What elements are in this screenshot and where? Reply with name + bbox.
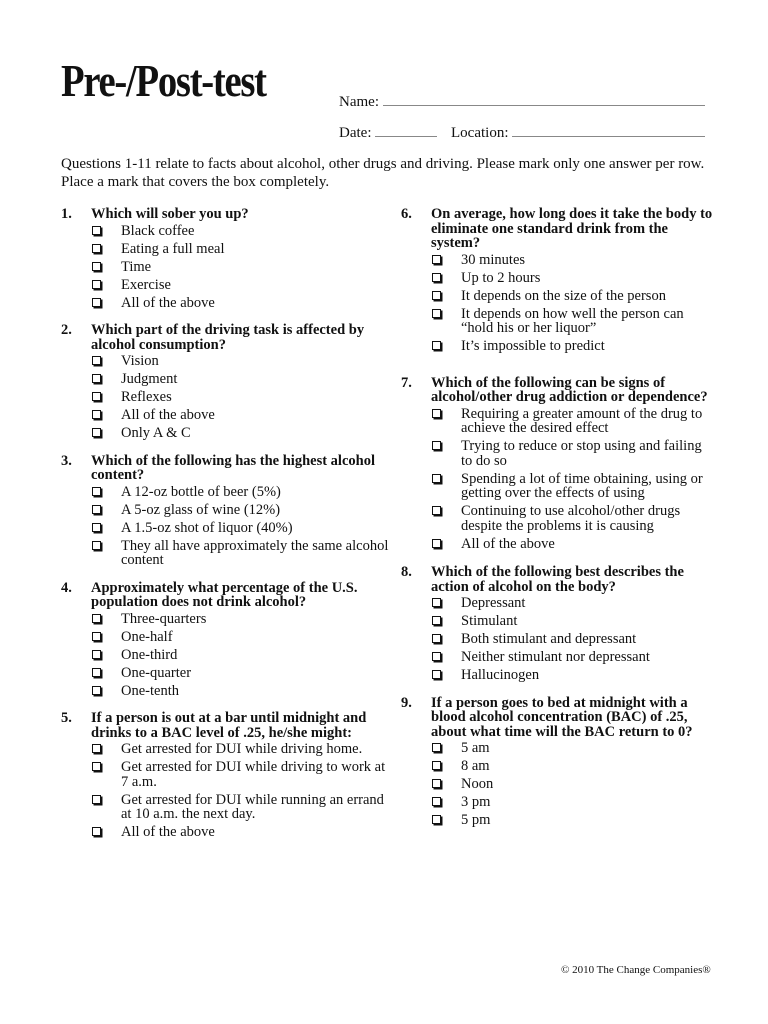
question-number: 4. <box>61 579 72 596</box>
option-label: It depends on the size of the person <box>461 287 666 304</box>
name-label: Name: <box>339 94 379 110</box>
option-label: It’s impossible to predict <box>461 338 605 354</box>
answer-option <box>91 684 396 699</box>
question-text: Approximately what percentage of the U.S. population does not drink alcohol? <box>91 579 358 610</box>
checkbox[interactable] <box>92 614 101 623</box>
checkbox[interactable] <box>432 598 441 607</box>
option-label: 30 minutes <box>461 251 526 268</box>
question-text: On average, how long does it take the body to eliminate one standard drink from the system? <box>431 206 713 251</box>
right-column <box>401 207 713 831</box>
question-4 <box>61 581 396 699</box>
checkbox[interactable] <box>92 262 101 271</box>
answer-option <box>91 666 396 681</box>
answer-option <box>431 504 713 533</box>
answer-option <box>431 650 713 665</box>
answer-option <box>431 813 713 828</box>
question-number: 5. <box>61 710 72 726</box>
question-number: 9. <box>401 694 412 711</box>
date-label: Date: <box>339 125 372 141</box>
name-line[interactable] <box>383 93 705 106</box>
option-label: Requiring a greater amount of the drug to achieve the desired effect <box>461 405 703 436</box>
checkbox[interactable] <box>432 761 441 770</box>
checkbox[interactable] <box>92 632 101 641</box>
option-label: Spending a lot of time obtaining, using or getting over the effects of using <box>461 470 703 501</box>
option-label: Exercise <box>121 276 171 293</box>
answer-option <box>431 271 713 286</box>
option-label: It depends on how well the person can “hold his or her liquor” <box>461 305 684 336</box>
option-label: Noon <box>461 776 494 792</box>
option-label: All of the above <box>121 294 215 311</box>
option-label: One-tenth <box>121 682 179 699</box>
copyright-notice: © 2010 The Change Companies® <box>561 964 711 976</box>
name-field[interactable] <box>339 93 705 110</box>
checkbox[interactable] <box>432 273 441 282</box>
checkbox[interactable] <box>92 356 101 365</box>
checkbox[interactable] <box>92 505 101 514</box>
question-7 <box>401 376 713 552</box>
checkbox[interactable] <box>92 374 101 383</box>
option-label: Eating a full meal <box>121 240 225 257</box>
answer-option <box>91 224 396 239</box>
left-column <box>61 207 396 843</box>
answer-option <box>91 242 396 257</box>
option-label: 5 pm <box>461 812 491 828</box>
answer-option <box>431 759 713 774</box>
checkbox[interactable] <box>92 523 101 532</box>
option-label: Trying to reduce or stop using and failing to do so <box>461 438 702 469</box>
checkbox[interactable] <box>432 779 441 788</box>
location-label: Location: <box>451 125 509 141</box>
checkbox[interactable] <box>432 539 441 548</box>
option-label: 8 am <box>461 758 490 774</box>
question-text: If a person is out at a bar until midnight and drinks to a BAC level of .25, he/she might: <box>91 710 367 741</box>
answer-option <box>91 390 396 405</box>
checkbox[interactable] <box>92 298 101 307</box>
answer-option <box>431 407 713 436</box>
checkbox[interactable] <box>92 428 101 437</box>
answer-option <box>91 372 396 387</box>
checkbox[interactable] <box>432 409 441 418</box>
answer-option <box>431 537 713 552</box>
option-label: Get arrested for DUI while driving home. <box>121 741 363 757</box>
checkbox[interactable] <box>432 743 441 752</box>
option-label: Vision <box>121 353 159 369</box>
checkbox[interactable] <box>432 441 441 450</box>
answer-option <box>91 354 396 369</box>
question-5 <box>61 711 396 840</box>
answer-option <box>91 521 396 536</box>
checkbox[interactable] <box>432 341 441 350</box>
answer-option <box>91 612 396 627</box>
checkbox[interactable] <box>92 795 101 804</box>
checkbox[interactable] <box>432 616 441 625</box>
option-label: Get arrested for DUI while driving to work at 7 a.m. <box>121 759 386 790</box>
checkbox[interactable] <box>92 487 101 496</box>
question-text: Which of the following best describes the action of alcohol on the body? <box>431 564 684 595</box>
answer-option <box>431 668 713 683</box>
checkbox[interactable] <box>92 541 101 550</box>
question-6 <box>401 207 713 354</box>
answer-option <box>431 596 713 611</box>
question-8 <box>401 565 713 683</box>
option-label: Both stimulant and depressant <box>461 631 637 647</box>
question-9 <box>401 696 713 828</box>
checkbox[interactable] <box>92 827 101 836</box>
question-number: 3. <box>61 452 72 469</box>
option-label: Hallucinogen <box>461 667 540 683</box>
option-label: Depressant <box>461 595 526 611</box>
answer-option <box>91 742 396 757</box>
option-label: Neither stimulant nor depressant <box>461 649 650 665</box>
answer-option <box>431 614 713 629</box>
question-text: If a person goes to bed at midnight with a blood alcohol concentration (BAC) of .25, about what time will the BAC return to 0? <box>431 694 693 740</box>
checkbox[interactable] <box>432 797 441 806</box>
option-label: Only A & C <box>121 425 191 441</box>
checkbox[interactable] <box>92 686 101 695</box>
question-text: Which of the following can be signs of alcohol/other drug addiction or dependence? <box>431 374 708 405</box>
answer-option <box>91 793 396 822</box>
answer-option <box>431 307 713 336</box>
answer-option <box>91 408 396 423</box>
option-label: A 1.5-oz shot of liquor (40%) <box>121 519 293 536</box>
question-text: Which of the following has the highest alcohol content? <box>91 452 375 483</box>
option-label: Stimulant <box>461 613 518 629</box>
checkbox[interactable] <box>432 291 441 300</box>
checkbox[interactable] <box>432 309 441 318</box>
question-number: 7. <box>401 374 412 391</box>
answer-option <box>91 485 396 500</box>
option-label: Three-quarters <box>121 610 207 627</box>
question-2 <box>61 323 396 441</box>
option-label: One-quarter <box>121 664 192 681</box>
answer-option <box>431 339 713 354</box>
option-label: One-third <box>121 646 178 663</box>
option-label: Time <box>121 258 152 275</box>
page-title: Pre-/Post-test <box>61 55 266 106</box>
option-label: Get arrested for DUI while running an errand at 10 a.m. the next day. <box>121 791 384 822</box>
checkbox[interactable] <box>92 668 101 677</box>
checkbox[interactable] <box>92 650 101 659</box>
answer-option <box>431 795 713 810</box>
answer-option <box>91 760 396 789</box>
answer-option <box>431 253 713 268</box>
location-field[interactable] <box>451 124 705 141</box>
checkbox[interactable] <box>92 410 101 419</box>
answer-option <box>431 632 713 647</box>
answer-option <box>91 630 396 645</box>
checkbox[interactable] <box>92 392 101 401</box>
question-number: 6. <box>401 206 412 222</box>
answer-option <box>431 472 713 501</box>
question-number: 1. <box>61 206 72 222</box>
instructions: Questions 1-11 relate to facts about alcohol, other drugs and driving. Please mark only one answer per row. Place a mark that covers the box completely. <box>61 156 705 190</box>
checkbox[interactable] <box>432 634 441 643</box>
checkbox[interactable] <box>432 474 441 483</box>
option-label: 5 am <box>461 740 490 756</box>
checkbox[interactable] <box>92 280 101 289</box>
question-1 <box>61 207 396 310</box>
answer-option <box>431 741 713 756</box>
answer-option <box>91 296 396 311</box>
option-label: Up to 2 hours <box>461 269 541 286</box>
answer-option <box>91 426 396 441</box>
option-label: All of the above <box>121 407 215 423</box>
answer-option <box>91 260 396 275</box>
option-label: A 12-oz bottle of beer (5%) <box>121 483 281 500</box>
date-field[interactable] <box>339 124 437 141</box>
option-label: A 5-oz glass of wine (12%) <box>121 501 281 518</box>
checkbox[interactable] <box>432 670 441 679</box>
checkbox[interactable] <box>92 744 101 753</box>
answer-option <box>91 503 396 518</box>
checkbox[interactable] <box>432 255 441 264</box>
location-line[interactable] <box>512 124 705 137</box>
answer-option <box>91 648 396 663</box>
checkbox[interactable] <box>432 506 441 515</box>
checkbox[interactable] <box>92 226 101 235</box>
option-label: 3 pm <box>461 794 491 810</box>
answer-option <box>431 439 713 468</box>
question-number: 2. <box>61 322 72 338</box>
option-label: One-half <box>121 628 173 645</box>
option-label: All of the above <box>461 535 555 552</box>
option-label: They all have approximately the same alcohol content <box>121 537 389 568</box>
question-number: 8. <box>401 564 412 580</box>
checkbox[interactable] <box>92 244 101 253</box>
answer-option <box>431 777 713 792</box>
option-label: Reflexes <box>121 389 172 405</box>
checkbox[interactable] <box>432 815 441 824</box>
option-label: Continuing to use alcohol/other drugs despite the problems it is causing <box>461 503 681 534</box>
answer-option <box>91 278 396 293</box>
answer-option <box>431 289 713 304</box>
option-label: All of the above <box>121 824 215 840</box>
question-text: Which part of the driving task is affected by alcohol consumption? <box>91 322 365 353</box>
answer-option <box>91 539 396 568</box>
date-line[interactable] <box>375 124 437 137</box>
option-label: Judgment <box>121 371 178 387</box>
question-3 <box>61 454 396 568</box>
checkbox[interactable] <box>432 652 441 661</box>
option-label: Black coffee <box>121 222 195 239</box>
question-text: Which will sober you up? <box>91 206 249 222</box>
answer-option <box>91 825 396 840</box>
checkbox[interactable] <box>92 762 101 771</box>
